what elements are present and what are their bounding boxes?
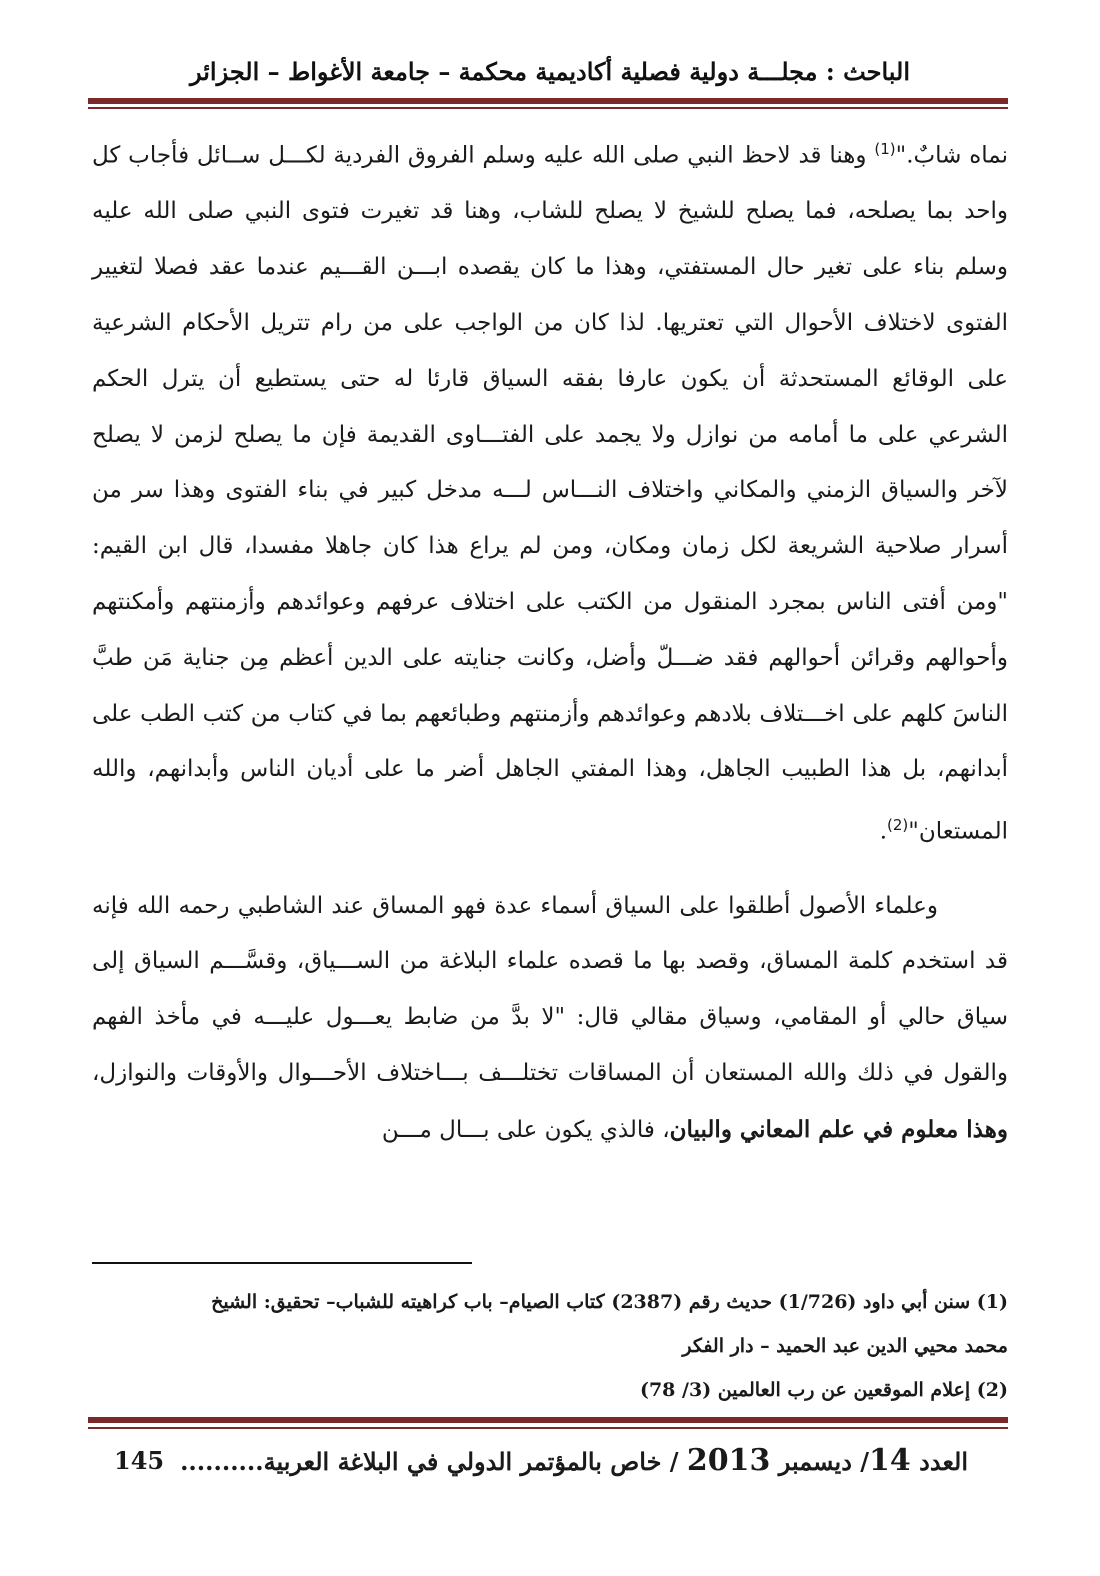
issue-number: 14: [869, 1443, 911, 1478]
footnote-1-line-1: (1) سنن أبي داود (1/726) حديث رقم (2387) كتاب الصيام– باب كراهيته للشباب– تحقيق: الشيخ: [211, 1291, 1008, 1313]
issue-month: / ديسمبر: [770, 1447, 870, 1476]
header-rule-thin: [88, 107, 1008, 109]
paragraph-2-tail: ، فالذي يكون على بـــال مـــن: [381, 1116, 670, 1143]
paragraph-1-text: وهنا قد لاحظ النبي صلى الله عليه وسلم الفروق الفردية لكـــل ســائل فأجاب كل واحد بما يصلحه، فما يصلح للشيخ لا يصلح للشاب، وهنا قد تغيرت فتوى النبي صلى الله عليه وسلم بناء على تغير حال المستفتي، وهذا ما كان يقصده ابـــن القـــيم عندما عقد فصلا لتغيير الفتوى لاختلاف الأحوال التي تعتريها. لذا كان من الواجب على من رام تتريل الأحكام الشرعية على الوقائع المستحدثة أن يكون عارفا بفقه السياق قارئا له حتى يستطيع أن يترل الحكم الشرعي على ما أمامه من نوازل ولا يجمد على الفتـــاوى القديمة فإن ما يصلح لزمن لا يصلح لآخر والسياق الزمني والمكاني واختلاف النـــاس لـــه مدخل كبير في بناء الفتوى وهذا سر من أسرار صلاحية الشريعة لكل زمان ومكان، ومن لم يراع هذا كان جاهلا مفسدا، قال ابن القيم: "ومن أفتى الناس بمجرد المنقول من الكتب على اختلاف عرفهم وعوائدهم وأزمنتهم وأمكنتهم وأحوالهم وقرائن أحوالهم فقد ضـــلّ وأضل، وكانت جنايته على الدين أعظم مِن جناية مَن طبَّ الناسَ كلهم على اخـــتلاف بلادهم وعوائدهم وأزمنتهم وطبائعهم بما في كتاب من كتب الطب على أبدانهم، بل هذا الطبيب الجاهل، وهذا المفتي الجاهل أضر ما على أديان الناس وأبدانهم، والله المستعان": [92, 142, 1008, 845]
issue-info: [180, 1436, 968, 1487]
issue-description: / خاص بالمؤتمر الدولي في البلاغة العربية..........: [180, 1447, 687, 1476]
footer-rule-thick: [88, 1417, 1008, 1423]
paragraph-2-text: وعلماء الأصول أطلقوا على السياق أسماء عدة فهو المساق عند الشاطبي رحمه الله فإنه قد استخدم كلمة المساق، وقصد بها ما قصده علماء البلاغة من الســـياق، وقسَّـــم السياق إلى سياق حالي أو المقامي، وسياق مقالي قال: "لا بدَّ من ضابط يعـــول عليـــه في مأخذ الفهم والقول في ذلك والله المستعان أن المساقات تختلـــف بـــاختلاف الأحـــوال والأوقات والنوازل،: [92, 892, 1008, 1087]
footnote-separator: [92, 1262, 472, 1264]
paragraph-1-end: .: [879, 818, 887, 845]
footnote-ref-1[interactable]: (1): [874, 140, 896, 158]
header-rule-thick: [88, 98, 1008, 104]
issue-prefix: العدد: [910, 1447, 968, 1476]
paragraph-2-emphasis: وهذا معلوم في علم المعاني والبيان: [669, 1115, 1008, 1143]
issue-year: 2013: [686, 1443, 771, 1478]
running-header: الباحث : مجلـــة دولية فصلية أكاديمية محكمة – جامعة الأغواط – الجزائر: [189, 57, 911, 86]
footnote-ref-2[interactable]: (2): [887, 816, 909, 835]
footer-rule-thin: [88, 1427, 1008, 1429]
page-number: 145: [114, 1446, 165, 1475]
paragraph-2: [92, 879, 1008, 1159]
footnote-1-line-2: محمد محيي الدين عبد الحميد – دار الفكر: [682, 1335, 1008, 1357]
page-footer: [92, 1436, 1008, 1486]
article-body: [92, 122, 1008, 1159]
footnote-2: (2) إعلام الموقعين عن رب العالمين (3/ 78): [639, 1379, 1008, 1401]
paragraph-1: [92, 122, 1008, 861]
footnotes: [92, 1280, 1008, 1412]
paragraph-1-start: نماه شابٌ.": [895, 142, 1008, 169]
